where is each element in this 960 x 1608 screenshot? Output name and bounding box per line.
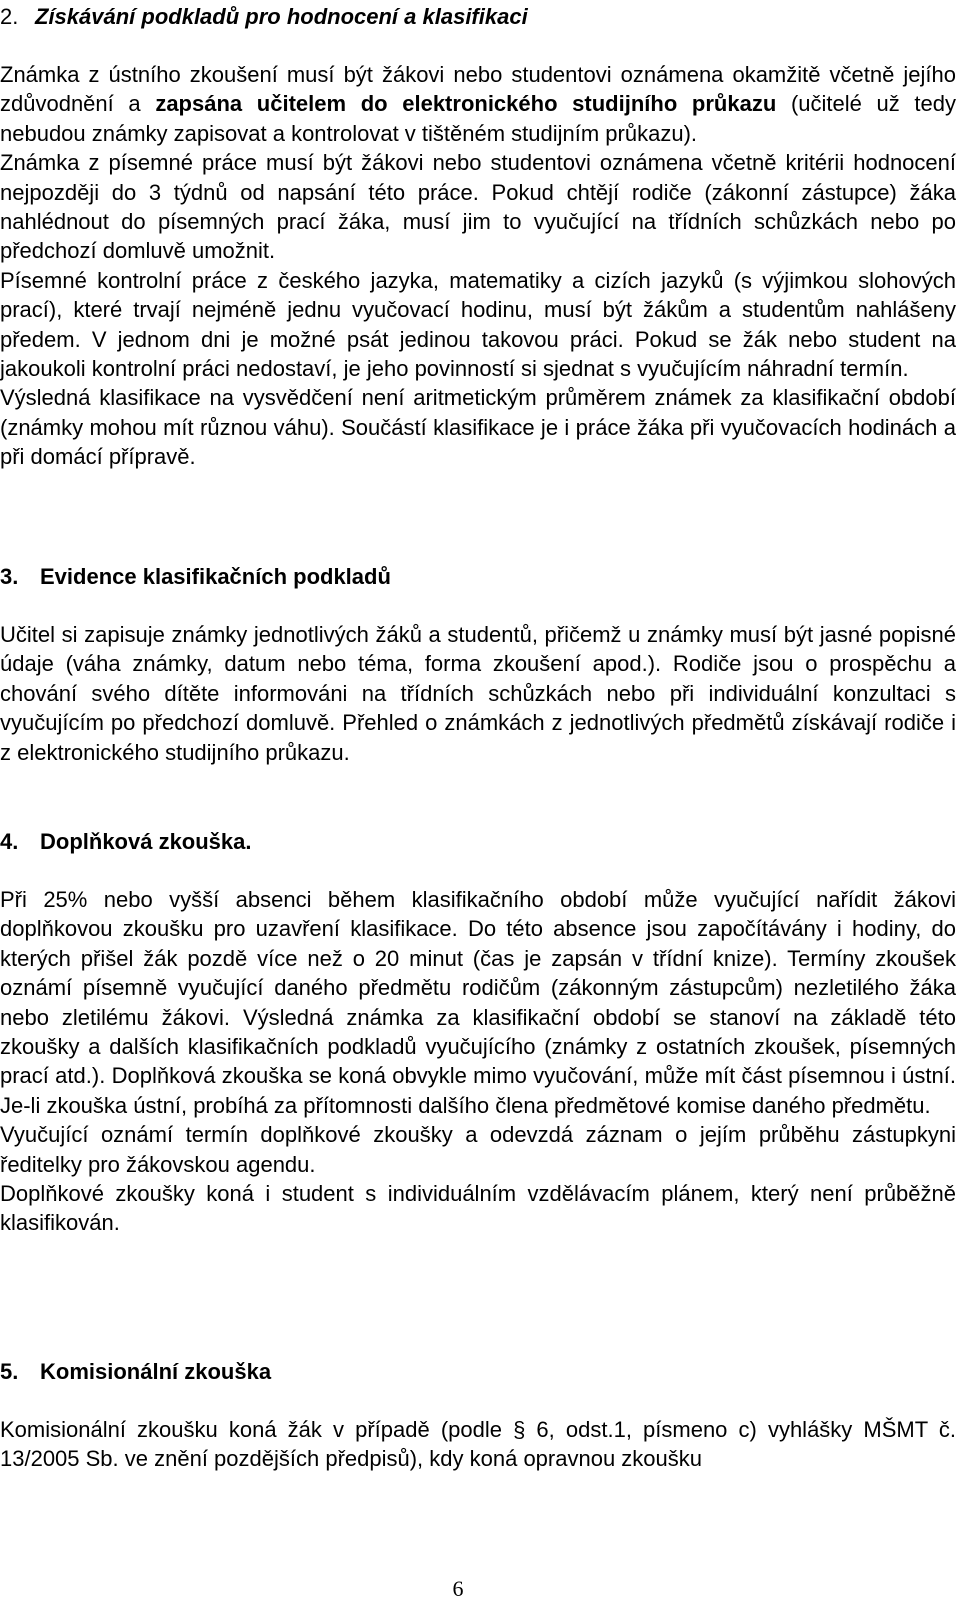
section-2-number: 2.	[0, 4, 19, 29]
section-4-title: Doplňková zkouška.	[40, 829, 252, 854]
section-2-heading	[0, 2, 528, 31]
section-3-number: 3.	[0, 564, 19, 589]
section-3-paragraph-1: Učitel si zapisuje známky jednotlivých žáků a studentů, přičemž u známky musí být jasné popisné údaje (váha známky, datum nebo téma, forma zkoušení apod.). Rodiče jsou o prospěchu a chování svého dítěte informováni na třídních schůzkách nebo při individuální konzultaci s vyučujícím po předchozí domluvě. Přehled o známkách z jednotlivých předmětů získávají rodiče i z elektronického studijního průkazu.	[0, 622, 956, 765]
section-2-p1-text-a: Známka z ústního zkoušení musí být žákovi nebo studentovi oznámena okamžitě včetně jejího zdůvodnění a	[0, 62, 956, 117]
section-4-heading	[0, 827, 252, 856]
section-5-title: Komisionální zkouška	[40, 1359, 272, 1384]
section-3-heading	[0, 562, 391, 591]
section-5-paragraph-1: Komisionální zkoušku koná žák v případě (podle § 6, odst.1, písmeno c) vyhlášky MŠMT č. 13/2005 Sb. ve znění pozdějších předpisů), kdy koná opravnou zkoušku	[0, 1417, 956, 1472]
section-4-paragraph-1: Při 25% nebo vyšší absenci během klasifikačního období může vyučující nařídit žákovi doplňkovou zkoušku pro uzavření klasifikace. Do této absence jsou započítávány i hodiny, do kterých přišel žák pozdě více než o 20 minut (čas je zapsán v třídní knize). Termíny zkoušek oznámí písemně vyučující daného předmětu rodičům (zákonným zástupcům) nezletilého žáka nebo zletilému žákovi. Výsledná známka za klasifikační období se stanoví na základě této zkoušky a dalších klasifikačních podkladů vyučujícího (známky z ostatních zkoušek, písemných prací atd.). Doplňková zkouška se koná obvykle mimo vyučování, může mít část písemnou i ústní. Je-li zkouška ústní, probíhá za přítomnosti dalšího člena předmětové komise daného předmětu.	[0, 887, 956, 1118]
section-4-number: 4.	[0, 829, 19, 854]
section-2-title: Získávání podkladů pro hodnocení a klasifikaci	[35, 4, 528, 29]
section-2-paragraph-3: Písemné kontrolní práce z českého jazyka, matematiky a cizích jazyků (s výjimkou slohových prací), které trvají nejméně jednu vyučovací hodinu, musí být žákům a studentům nahlášeny předem. V jednom dni je možné psát jedinou takovou práci. Pokud se žák nebo student na jakoukoli kontrolní práci nedostaví, je jeho povinností si sjednat s vyučujícím náhradní termín.	[0, 267, 956, 382]
page-number: 6	[452, 1576, 464, 1601]
section-3-body	[0, 620, 956, 767]
section-2-paragraph-2: Známka z písemné práce musí být žákovi nebo studentovi oznámena včetně kritérii hodnocení nejpozději do 3 týdnů od napsání této práce. Pokud chtějí rodiče (zákonní zástupce) žáka nahlédnout do písemných prací žáka, musí jim to vyučující na třídních schůzkách nebo po předchozí domluvě umožnit.	[0, 150, 956, 264]
section-2-paragraph-4: Výsledná klasifikace na vysvědčení není aritmetickým průměrem známek za klasifikační období (známky mohou mít různou váhu). Součástí klasifikace je i práce žáka při vyučovacích hodinách a při domácí přípravě.	[0, 385, 956, 470]
section-5-body	[0, 1415, 956, 1474]
section-2-body	[0, 60, 956, 472]
section-5-heading	[0, 1357, 271, 1386]
section-4-paragraph-2: Vyučující oznámí termín doplňkové zkoušky a odevzdá záznam o jejím průběhu zástupkyni ředitelky pro žákovskou agendu.	[0, 1122, 956, 1177]
section-2-paragraph-1	[0, 60, 956, 148]
section-4-paragraph-3: Doplňkové zkoušky koná i student s individuálním vzdělávacím plánem, který není průběžně klasifikován.	[0, 1181, 956, 1236]
section-3-title: Evidence klasifikačních podkladů	[40, 564, 391, 589]
section-2-p1-text-b: (učitelé už tedy nebudou známky zapisovat a kontrolovat v tištěném studijním průkazu).	[0, 91, 956, 146]
section-2-p1-bold: zapsána učitelem do elektronického studijního průkazu	[155, 91, 777, 117]
section-4-body	[0, 885, 956, 1238]
section-5-number: 5.	[0, 1359, 19, 1384]
